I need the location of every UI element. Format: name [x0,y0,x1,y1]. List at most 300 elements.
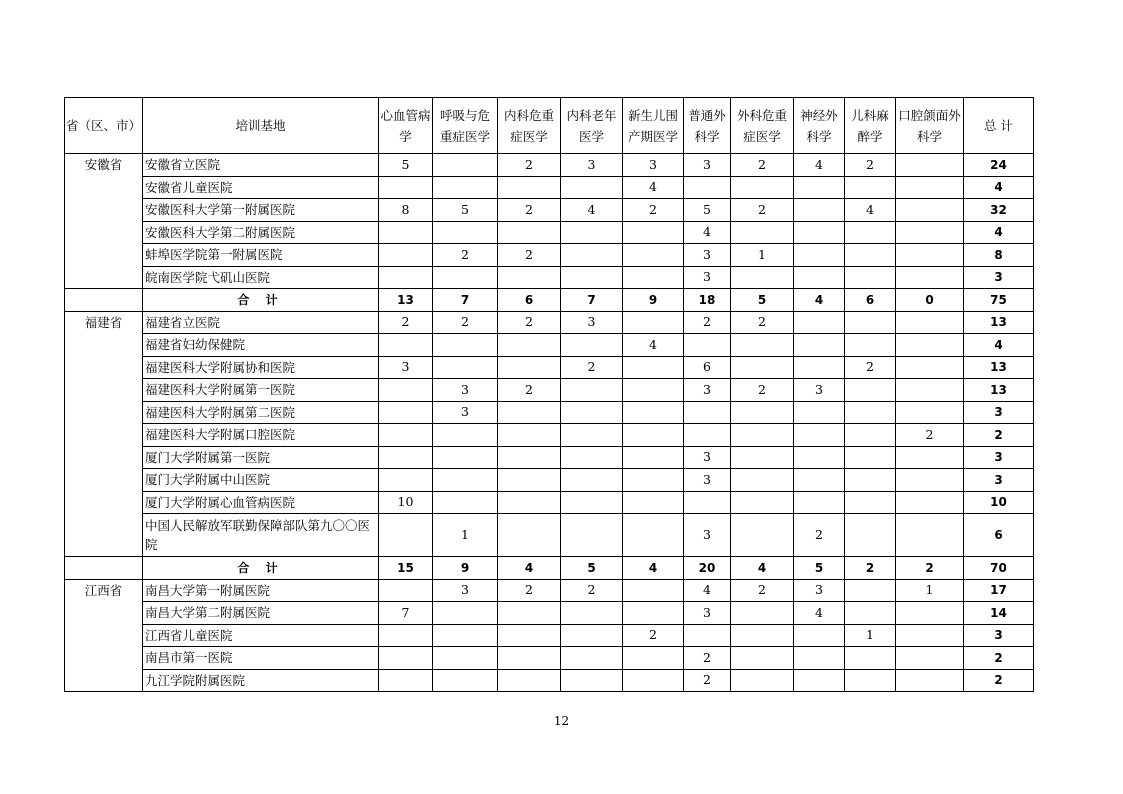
header-specialty: 口腔颌面外科学 [896,98,964,154]
value-cell [896,311,964,334]
value-cell [896,356,964,379]
value-cell: 1 [845,624,896,647]
value-cell: 2 [731,379,794,402]
value-cell: 5 [379,154,433,177]
value-cell [845,669,896,692]
province-cell: 安徽省 [65,154,143,289]
value-cell: 2 [498,244,561,267]
value-cell: 4 [684,221,731,244]
value-cell [498,176,561,199]
value-cell: 1 [433,514,498,557]
table-row [65,154,1034,177]
subtotal-value: 4 [794,289,845,312]
value-cell [684,176,731,199]
hospital-name: 南昌大学第二附属医院 [143,602,379,625]
value-cell [623,579,684,602]
value-cell [794,244,845,267]
value-cell: 3 [684,266,731,289]
hospital-training-table [64,97,1034,692]
value-cell [433,469,498,492]
value-cell [896,244,964,267]
value-cell [498,401,561,424]
value-cell [379,266,433,289]
value-cell: 7 [379,602,433,625]
value-cell [731,176,794,199]
header-province: 省（区、市） [65,98,143,154]
header-specialty: 内科老年医学 [561,98,623,154]
row-total: 10 [964,491,1034,514]
subtotal-row [65,557,1034,580]
value-cell [433,221,498,244]
value-cell [896,624,964,647]
table-row [65,446,1034,469]
value-cell [561,221,623,244]
table-row [65,176,1034,199]
table-row [65,469,1034,492]
row-total: 13 [964,379,1034,402]
table-row [65,199,1034,222]
value-cell [561,514,623,557]
value-cell [498,669,561,692]
value-cell: 2 [433,244,498,267]
value-cell [684,424,731,447]
row-total: 4 [964,221,1034,244]
row-total: 4 [964,176,1034,199]
value-cell: 5 [684,199,731,222]
value-cell [845,176,896,199]
hospital-name: 江西省儿童医院 [143,624,379,647]
value-cell [794,446,845,469]
value-cell: 2 [379,311,433,334]
hospital-name: 蚌埠医学院第一附属医院 [143,244,379,267]
value-cell [794,647,845,670]
value-cell [731,424,794,447]
value-cell [498,624,561,647]
value-cell [731,334,794,357]
header-specialty: 新生儿围产期医学 [623,98,684,154]
subtotal-value: 4 [623,557,684,580]
empty-province-cell [65,557,143,580]
value-cell: 4 [623,176,684,199]
value-cell [561,624,623,647]
value-cell: 2 [498,311,561,334]
hospital-name: 福建医科大学附属协和医院 [143,356,379,379]
value-cell [498,266,561,289]
table-row [65,647,1034,670]
hospital-name: 福建医科大学附属第二医院 [143,401,379,424]
value-cell [794,669,845,692]
subtotal-value: 15 [379,557,433,580]
value-cell [684,624,731,647]
value-cell [498,491,561,514]
value-cell [561,401,623,424]
value-cell [845,424,896,447]
value-cell [731,647,794,670]
subtotal-value: 18 [684,289,731,312]
value-cell: 2 [794,514,845,557]
value-cell [896,647,964,670]
header-specialty: 内科危重症医学 [498,98,561,154]
value-cell [498,647,561,670]
value-cell [561,424,623,447]
value-cell [845,491,896,514]
value-cell [794,199,845,222]
value-cell: 3 [684,469,731,492]
table-row [65,334,1034,357]
table-row [65,624,1034,647]
value-cell [731,624,794,647]
value-cell [896,491,964,514]
value-cell [794,311,845,334]
table-row [65,491,1034,514]
hospital-name: 福建医科大学附属第一医院 [143,379,379,402]
subtotal-row [65,289,1034,312]
value-cell: 3 [684,446,731,469]
value-cell [433,176,498,199]
value-cell: 2 [498,579,561,602]
value-cell: 2 [896,424,964,447]
value-cell [845,311,896,334]
value-cell [896,602,964,625]
value-cell [794,491,845,514]
value-cell: 2 [498,379,561,402]
value-cell [379,647,433,670]
value-cell [498,424,561,447]
subtotal-value: 5 [794,557,845,580]
subtotal-value: 7 [433,289,498,312]
value-cell [623,446,684,469]
subtotal-value: 5 [731,289,794,312]
table-row [65,221,1034,244]
value-cell: 10 [379,491,433,514]
value-cell [794,624,845,647]
header-specialty: 神经外科学 [794,98,845,154]
value-cell [731,446,794,469]
value-cell: 2 [623,199,684,222]
row-total: 24 [964,154,1034,177]
value-cell [845,469,896,492]
value-cell: 3 [433,379,498,402]
value-cell [379,334,433,357]
table-row [65,424,1034,447]
value-cell: 2 [498,154,561,177]
value-cell [731,401,794,424]
value-cell: 3 [794,579,845,602]
value-cell [845,579,896,602]
value-cell [731,669,794,692]
value-cell [731,356,794,379]
value-cell [623,266,684,289]
table-row [65,379,1034,402]
value-cell: 3 [379,356,433,379]
value-cell: 3 [433,401,498,424]
value-cell [379,579,433,602]
value-cell [433,266,498,289]
value-cell [623,669,684,692]
subtotal-value: 9 [623,289,684,312]
value-cell [731,514,794,557]
value-cell: 2 [731,311,794,334]
table-row [65,311,1034,334]
value-cell [896,334,964,357]
value-cell [433,424,498,447]
province-cell: 福建省 [65,311,143,557]
value-cell [379,446,433,469]
subtotal-value: 13 [379,289,433,312]
value-cell [379,244,433,267]
value-cell: 2 [433,311,498,334]
value-cell [561,176,623,199]
value-cell: 3 [684,514,731,557]
table-row [65,602,1034,625]
value-cell [623,424,684,447]
value-cell [896,401,964,424]
row-total: 8 [964,244,1034,267]
hospital-name: 厦门大学附属心血管病医院 [143,491,379,514]
value-cell [731,221,794,244]
value-cell [845,647,896,670]
value-cell [433,446,498,469]
hospital-name: 九江学院附属医院 [143,669,379,692]
value-cell [845,401,896,424]
value-cell [845,602,896,625]
value-cell [623,401,684,424]
value-cell [498,334,561,357]
row-total: 13 [964,356,1034,379]
value-cell: 2 [845,356,896,379]
row-total: 3 [964,266,1034,289]
row-total: 2 [964,669,1034,692]
value-cell [896,669,964,692]
table-row [65,401,1034,424]
hospital-name: 安徽医科大学第二附属医院 [143,221,379,244]
hospital-name: 南昌大学第一附属医院 [143,579,379,602]
value-cell [498,514,561,557]
value-cell: 2 [498,199,561,222]
value-cell: 2 [845,154,896,177]
value-cell [561,244,623,267]
subtotal-value: 4 [498,557,561,580]
row-total: 17 [964,579,1034,602]
value-cell [731,602,794,625]
header-specialty: 普通外科学 [684,98,731,154]
header-row [65,98,1034,154]
value-cell [623,311,684,334]
hospital-name: 中国人民解放军联勤保障部队第九〇〇医院 [143,514,379,557]
value-cell: 3 [684,154,731,177]
value-cell [498,356,561,379]
province-cell: 江西省 [65,579,143,692]
subtotal-value: 6 [845,289,896,312]
row-total: 3 [964,401,1034,424]
subtotal-total: 70 [964,557,1034,580]
value-cell [896,199,964,222]
value-cell: 3 [433,579,498,602]
value-cell [684,334,731,357]
value-cell [498,469,561,492]
value-cell [561,469,623,492]
value-cell [379,424,433,447]
table-row [65,669,1034,692]
value-cell: 2 [684,669,731,692]
value-cell [433,647,498,670]
value-cell [896,469,964,492]
table-row [65,356,1034,379]
value-cell [379,669,433,692]
table-body [65,98,1034,692]
row-total: 3 [964,624,1034,647]
value-cell [433,669,498,692]
value-cell [561,379,623,402]
value-cell [433,334,498,357]
hospital-name: 福建省妇幼保健院 [143,334,379,357]
row-total: 6 [964,514,1034,557]
value-cell [794,469,845,492]
value-cell [896,446,964,469]
value-cell [379,624,433,647]
value-cell [433,356,498,379]
subtotal-value: 2 [845,557,896,580]
value-cell [561,647,623,670]
value-cell: 4 [794,602,845,625]
page-number: 12 [553,714,570,728]
value-cell: 4 [794,154,845,177]
table-row [65,514,1034,557]
value-cell [845,334,896,357]
value-cell [896,176,964,199]
value-cell [731,266,794,289]
value-cell [561,669,623,692]
value-cell [623,244,684,267]
value-cell [845,379,896,402]
value-cell [896,154,964,177]
value-cell [561,602,623,625]
value-cell: 2 [561,579,623,602]
hospital-name: 厦门大学附属第一医院 [143,446,379,469]
value-cell: 2 [684,647,731,670]
subtotal-value: 20 [684,557,731,580]
value-cell [561,491,623,514]
hospital-name: 安徽医科大学第一附属医院 [143,199,379,222]
value-cell [433,154,498,177]
value-cell: 2 [731,199,794,222]
subtotal-value: 5 [561,557,623,580]
value-cell [561,334,623,357]
value-cell [794,176,845,199]
value-cell [433,624,498,647]
empty-province-cell [65,289,143,312]
value-cell: 2 [731,154,794,177]
table-row [65,244,1034,267]
value-cell [684,491,731,514]
subtotal-total: 75 [964,289,1034,312]
value-cell [845,244,896,267]
value-cell [794,266,845,289]
value-cell: 3 [684,602,731,625]
value-cell [498,602,561,625]
subtotal-label: 合 计 [143,557,379,580]
value-cell: 3 [561,311,623,334]
value-cell [845,266,896,289]
value-cell [845,514,896,557]
value-cell [845,446,896,469]
value-cell: 4 [623,334,684,357]
value-cell: 4 [561,199,623,222]
header-specialty: 外科危重症医学 [731,98,794,154]
value-cell: 4 [845,199,896,222]
value-cell: 1 [896,579,964,602]
value-cell [623,602,684,625]
value-cell: 3 [561,154,623,177]
value-cell: 2 [623,624,684,647]
value-cell [896,266,964,289]
value-cell [498,446,561,469]
subtotal-label: 合 计 [143,289,379,312]
value-cell [684,401,731,424]
row-total: 3 [964,446,1034,469]
row-total: 2 [964,424,1034,447]
value-cell [623,491,684,514]
value-cell [379,514,433,557]
hospital-name: 厦门大学附属中山医院 [143,469,379,492]
value-cell [794,401,845,424]
value-cell [433,602,498,625]
value-cell: 3 [794,379,845,402]
value-cell [731,469,794,492]
table-row [65,266,1034,289]
value-cell: 3 [623,154,684,177]
row-total: 32 [964,199,1034,222]
value-cell [379,401,433,424]
value-cell: 2 [684,311,731,334]
value-cell [379,379,433,402]
hospital-name: 安徽省立医院 [143,154,379,177]
table-row [65,579,1034,602]
value-cell [794,424,845,447]
row-total: 14 [964,602,1034,625]
value-cell: 2 [561,356,623,379]
hospital-name: 福建省立医院 [143,311,379,334]
value-cell: 5 [433,199,498,222]
value-cell [896,221,964,244]
row-total: 13 [964,311,1034,334]
value-cell [845,221,896,244]
value-cell [379,221,433,244]
hospital-name: 福建医科大学附属口腔医院 [143,424,379,447]
value-cell [623,379,684,402]
hospital-name: 南昌市第一医院 [143,647,379,670]
header-total: 总 计 [964,98,1034,154]
value-cell [794,356,845,379]
subtotal-value: 9 [433,557,498,580]
value-cell [623,514,684,557]
value-cell [794,221,845,244]
value-cell: 3 [684,244,731,267]
subtotal-value: 2 [896,557,964,580]
row-total: 2 [964,647,1034,670]
value-cell: 1 [731,244,794,267]
hospital-name: 皖南医学院弋矶山医院 [143,266,379,289]
value-cell: 3 [684,379,731,402]
header-specialty: 心血管病学 [379,98,433,154]
header-specialty: 呼吸与危重症医学 [433,98,498,154]
row-total: 3 [964,469,1034,492]
value-cell: 2 [731,579,794,602]
value-cell [896,379,964,402]
subtotal-value: 0 [896,289,964,312]
value-cell [896,514,964,557]
value-cell [623,221,684,244]
